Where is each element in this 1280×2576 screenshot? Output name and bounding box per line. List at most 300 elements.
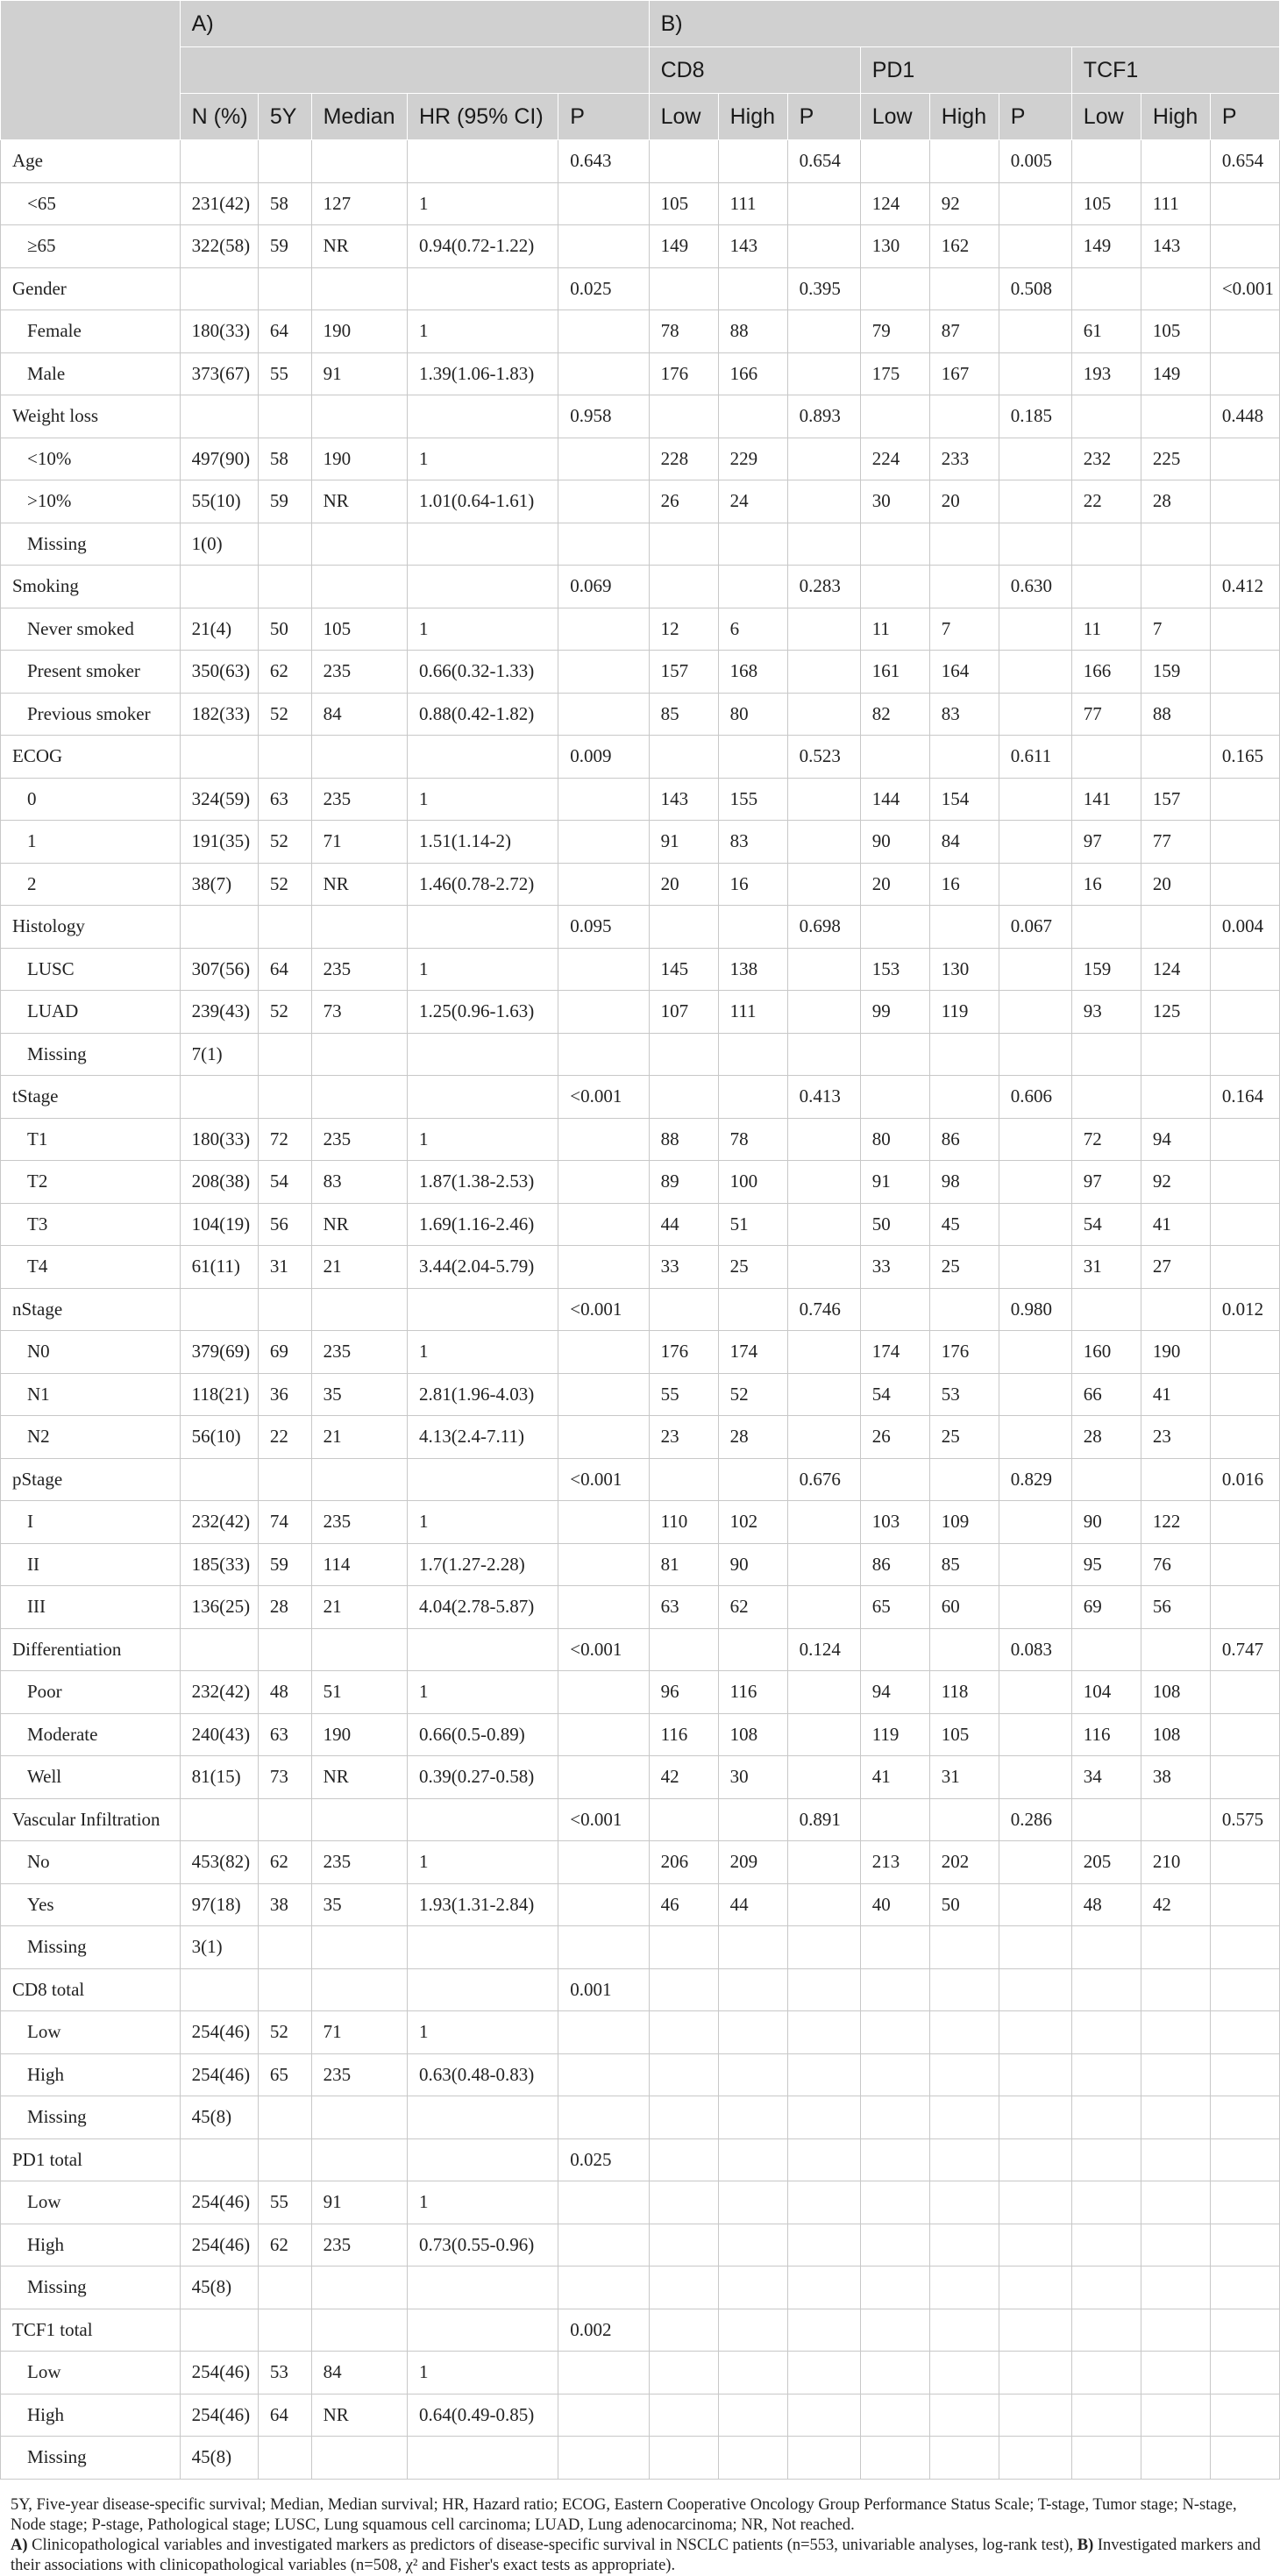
table-cell (311, 2138, 407, 2181)
table-cell: 52 (258, 2011, 311, 2054)
column-header: High (718, 94, 787, 140)
table-cell (718, 2309, 787, 2352)
table-cell: 71 (311, 821, 407, 864)
row-label: TCF1 total (1, 2309, 181, 2352)
table-cell (311, 1968, 407, 2011)
table-cell: 1 (408, 438, 558, 480)
table-row-subgroup (1, 225, 1280, 268)
table-cell (649, 1798, 718, 1841)
table-cell: 92 (1141, 1161, 1210, 1204)
marker-pd1-header: PD1 (860, 47, 1071, 94)
table-cell: 21 (311, 1586, 407, 1629)
table-row-subgroup (1, 2053, 1280, 2096)
table-row-variable (1, 140, 1280, 183)
table-cell (1210, 2011, 1279, 2054)
table-cell: 74 (258, 1501, 311, 1544)
table-row-variable (1, 2138, 1280, 2181)
table-cell: 111 (1141, 182, 1210, 225)
table-cell: 254(46) (180, 2352, 258, 2395)
table-cell (929, 566, 999, 608)
column-header: N (%) (180, 94, 258, 140)
table-cell (558, 1331, 649, 1374)
table-cell: 161 (860, 651, 929, 694)
table-cell (860, 2266, 929, 2309)
table-cell (1071, 1798, 1141, 1841)
table-cell (787, 2138, 860, 2181)
table-cell: 55 (258, 2181, 311, 2224)
table-cell (558, 1543, 649, 1586)
row-label: LUSC (1, 948, 181, 991)
table-cell: 176 (929, 1331, 999, 1374)
table-cell: 60 (929, 1586, 999, 1629)
row-label: T3 (1, 1203, 181, 1246)
table-cell: 55 (258, 352, 311, 395)
table-cell (1210, 352, 1279, 395)
table-cell (1210, 1246, 1279, 1289)
table-cell (1210, 2138, 1279, 2181)
section-descriptions-note (11, 2536, 1269, 2576)
table-cell: 254(46) (180, 2011, 258, 2054)
table-cell (1210, 2309, 1279, 2352)
table-cell (787, 2266, 860, 2309)
row-label: <10% (1, 438, 181, 480)
row-label: tStage (1, 1076, 181, 1119)
table-row-subgroup (1, 1033, 1280, 1076)
table-cell (718, 2011, 787, 2054)
table-cell: 36 (258, 1373, 311, 1416)
table-cell: 53 (258, 2352, 311, 2395)
table-cell (408, 1076, 558, 1119)
table-cell (718, 1926, 787, 1969)
table-cell: 0.891 (787, 1798, 860, 1841)
table-cell (180, 1628, 258, 1671)
table-cell: 235 (311, 778, 407, 821)
table-cell: 69 (1071, 1586, 1141, 1629)
table-cell (787, 693, 860, 736)
table-cell (408, 523, 558, 566)
table-cell (787, 182, 860, 225)
table-cell (408, 1926, 558, 1969)
table-cell: <0.001 (558, 1076, 649, 1119)
table-cell (180, 395, 258, 438)
table-cell: 12 (649, 608, 718, 651)
table-cell: 91 (311, 352, 407, 395)
table-cell (718, 1628, 787, 1671)
table-cell (558, 2224, 649, 2266)
table-cell (929, 395, 999, 438)
table-cell (929, 2352, 999, 2395)
table-cell (787, 352, 860, 395)
row-label: CD8 total (1, 1968, 181, 2011)
table-cell (929, 140, 999, 183)
table-cell (787, 438, 860, 480)
table-cell: 1(0) (180, 523, 258, 566)
table-cell (999, 1671, 1071, 1714)
table-cell (258, 906, 311, 949)
table-row-variable (1, 1288, 1280, 1331)
table-cell: 65 (258, 2053, 311, 2096)
table-cell: 453(82) (180, 1841, 258, 1884)
table-cell (180, 140, 258, 183)
table-cell (860, 1033, 929, 1076)
table-cell (180, 906, 258, 949)
table-cell (718, 2266, 787, 2309)
table-cell (558, 1161, 649, 1204)
table-cell (649, 2266, 718, 2309)
table-cell: 0.958 (558, 395, 649, 438)
table-cell: 176 (649, 352, 718, 395)
table-row-subgroup (1, 651, 1280, 694)
table-cell: 1 (408, 182, 558, 225)
table-cell (1071, 2394, 1141, 2437)
table-cell (860, 1926, 929, 1969)
table-cell: 124 (1141, 948, 1210, 991)
table-cell (1210, 310, 1279, 353)
table-cell: 0.747 (1210, 1628, 1279, 1671)
table-cell (1071, 1076, 1141, 1119)
table-cell: 0.654 (1210, 140, 1279, 183)
table-cell (180, 566, 258, 608)
table-cell (258, 2138, 311, 2181)
table-cell: 81(15) (180, 1756, 258, 1799)
table-cell (1210, 1501, 1279, 1544)
table-cell: 175 (860, 352, 929, 395)
table-cell: 174 (718, 1331, 787, 1374)
table-cell: 0.523 (787, 736, 860, 779)
table-cell (1210, 1033, 1279, 1076)
table-cell (1071, 1628, 1141, 1671)
table-cell: 232 (1071, 438, 1141, 480)
table-cell: 28 (1141, 480, 1210, 523)
table-cell: 85 (649, 693, 718, 736)
table-cell: 307(56) (180, 948, 258, 991)
table-cell: 0.746 (787, 1288, 860, 1331)
table-cell: 59 (258, 225, 311, 268)
table-cell (929, 2394, 999, 2437)
table-cell (860, 523, 929, 566)
table-cell: 11 (1071, 608, 1141, 651)
table-cell (649, 140, 718, 183)
table-cell (718, 2053, 787, 2096)
table-cell: 2.81(1.96-4.03) (408, 1373, 558, 1416)
table-cell (999, 1501, 1071, 1544)
table-cell: 45(8) (180, 2266, 258, 2309)
table-row-subgroup (1, 1416, 1280, 1459)
table-cell: NR (311, 863, 407, 906)
table-cell (1141, 736, 1210, 779)
table-cell: 1.25(0.96-1.63) (408, 991, 558, 1034)
table-cell: 0.829 (999, 1458, 1071, 1501)
table-cell (180, 267, 258, 310)
table-cell (999, 1841, 1071, 1884)
table-cell: 23 (649, 1416, 718, 1459)
table-cell (787, 1926, 860, 1969)
table-cell (649, 2394, 718, 2437)
column-header: Median (311, 94, 407, 140)
table-cell: 27 (1141, 1246, 1210, 1289)
table-cell (258, 523, 311, 566)
table-cell (258, 2266, 311, 2309)
table-cell: 208(38) (180, 1161, 258, 1204)
table-cell (258, 1288, 311, 1331)
table-cell (787, 2309, 860, 2352)
table-cell: 0.63(0.48-0.83) (408, 2053, 558, 2096)
footnote-a-text: Clinicopathological variables and investigated markers as predictors of disease-specific survival in NSCLC patients (n=553, univariable analyses, log-rank test), (27, 2536, 1077, 2554)
table-cell: 168 (718, 651, 787, 694)
table-cell: 379(69) (180, 1331, 258, 1374)
table-cell: 233 (929, 438, 999, 480)
table-cell: 62 (258, 2224, 311, 2266)
table-cell (999, 1756, 1071, 1799)
table-row-subgroup (1, 1203, 1280, 1246)
table-cell: 0.508 (999, 267, 1071, 310)
row-label: III (1, 1586, 181, 1629)
table-cell: 0.643 (558, 140, 649, 183)
table-row-subgroup (1, 1246, 1280, 1289)
table-cell: 1.69(1.16-2.46) (408, 1203, 558, 1246)
table-cell: 141 (1071, 778, 1141, 821)
table-cell (1141, 2309, 1210, 2352)
table-cell (558, 2352, 649, 2395)
row-label: N1 (1, 1373, 181, 1416)
row-label: T2 (1, 1161, 181, 1204)
table-cell (999, 821, 1071, 864)
table-cell (787, 2394, 860, 2437)
table-cell (787, 523, 860, 566)
table-cell: NR (311, 2394, 407, 2437)
table-cell (408, 1033, 558, 1076)
table-cell (1210, 1713, 1279, 1756)
table-cell: 1.51(1.14-2) (408, 821, 558, 864)
table-cell (1141, 2266, 1210, 2309)
table-cell (929, 2053, 999, 2096)
table-cell: 46 (649, 1883, 718, 1926)
table-cell (929, 906, 999, 949)
table-cell (1210, 182, 1279, 225)
table-cell (718, 2437, 787, 2480)
table-cell: 89 (649, 1161, 718, 1204)
table-cell: 235 (311, 2053, 407, 2096)
table-cell (649, 1033, 718, 1076)
table-cell (1141, 2394, 1210, 2437)
table-cell (408, 2309, 558, 2352)
table-cell (860, 2011, 929, 2054)
header-corner (1, 1, 181, 140)
table-cell: 42 (649, 1756, 718, 1799)
table-cell: 35 (311, 1883, 407, 1926)
table-cell: 83 (311, 1161, 407, 1204)
table-row-subgroup (1, 693, 1280, 736)
table-row-subgroup (1, 2096, 1280, 2139)
table-cell: 25 (929, 1246, 999, 1289)
table-row-subgroup (1, 1713, 1280, 1756)
table-cell (558, 991, 649, 1034)
table-cell (311, 395, 407, 438)
column-header: Low (860, 94, 929, 140)
table-cell: 0.893 (787, 395, 860, 438)
table-row-subgroup (1, 948, 1280, 991)
table-cell (649, 2181, 718, 2224)
table-cell: 59 (258, 480, 311, 523)
table-cell (1210, 2181, 1279, 2224)
table-cell (929, 736, 999, 779)
table-cell: 84 (311, 2352, 407, 2395)
table-cell: 52 (718, 1373, 787, 1416)
table-cell: 190 (311, 1713, 407, 1756)
table-cell (1071, 523, 1141, 566)
table-cell: 11 (860, 608, 929, 651)
table-cell (860, 736, 929, 779)
table-cell (1210, 1841, 1279, 1884)
table-cell (311, 1288, 407, 1331)
table-cell (311, 1628, 407, 1671)
table-cell (860, 1628, 929, 1671)
table-cell: 157 (1141, 778, 1210, 821)
table-cell: 94 (1141, 1118, 1210, 1161)
table-cell: 235 (311, 2224, 407, 2266)
table-cell (649, 2053, 718, 2096)
table-cell (1141, 2181, 1210, 2224)
table-cell: 91 (311, 2181, 407, 2224)
table-cell (1071, 1968, 1141, 2011)
table-cell (558, 1713, 649, 1756)
table-cell (787, 1543, 860, 1586)
table-cell (649, 267, 718, 310)
table-row-subgroup (1, 2181, 1280, 2224)
table-cell (558, 2394, 649, 2437)
row-label: nStage (1, 1288, 181, 1331)
table-cell (929, 2096, 999, 2139)
table-cell: 50 (860, 1203, 929, 1246)
row-label: I (1, 1501, 181, 1544)
table-cell (258, 2096, 311, 2139)
table-cell (1071, 2053, 1141, 2096)
table-cell: 254(46) (180, 2224, 258, 2266)
table-cell (999, 651, 1071, 694)
row-label: Missing (1, 2437, 181, 2480)
table-cell (860, 267, 929, 310)
table-cell (929, 2266, 999, 2309)
row-label: T4 (1, 1246, 181, 1289)
table-cell: 1 (408, 1501, 558, 1544)
row-label: T1 (1, 1118, 181, 1161)
table-cell (999, 1203, 1071, 1246)
table-cell (787, 1586, 860, 1629)
table-cell: 45(8) (180, 2437, 258, 2480)
table-cell (1210, 1331, 1279, 1374)
table-cell (180, 1288, 258, 1331)
table-cell: 0.016 (1210, 1458, 1279, 1501)
table-cell (1210, 863, 1279, 906)
table-cell: 61 (1071, 310, 1141, 353)
section-a-label: A) (180, 1, 649, 47)
table-cell: 52 (258, 991, 311, 1034)
table-cell (929, 2181, 999, 2224)
table-cell (787, 2181, 860, 2224)
table-cell: NR (311, 225, 407, 268)
table-cell (258, 1458, 311, 1501)
row-label: Weight loss (1, 395, 181, 438)
table-row-subgroup (1, 1926, 1280, 1969)
table-cell (311, 2096, 407, 2139)
table-cell (1210, 1883, 1279, 1926)
table-cell (999, 2352, 1071, 2395)
table-cell: 96 (649, 1671, 718, 1714)
table-cell: 0.005 (999, 140, 1071, 183)
column-header: 5Y (258, 94, 311, 140)
table-cell: 30 (718, 1756, 787, 1799)
table-cell (558, 1883, 649, 1926)
table-cell: <0.001 (558, 1288, 649, 1331)
table-cell (999, 1968, 1071, 2011)
table-cell (649, 1968, 718, 2011)
table-cell (718, 2224, 787, 2266)
table-cell (787, 863, 860, 906)
table-cell: 105 (1141, 310, 1210, 353)
table-cell (1071, 2096, 1141, 2139)
table-cell: 51 (718, 1203, 787, 1246)
table-cell: 58 (258, 182, 311, 225)
table-cell: 155 (718, 778, 787, 821)
table-cell: 63 (649, 1586, 718, 1629)
table-cell: 191(35) (180, 821, 258, 864)
table-cell: 1.46(0.78-2.72) (408, 863, 558, 906)
table-cell (999, 1586, 1071, 1629)
table-cell: 124 (860, 182, 929, 225)
table-cell: 119 (860, 1713, 929, 1756)
table-cell (1210, 480, 1279, 523)
table-cell (558, 651, 649, 694)
table-cell: NR (311, 1756, 407, 1799)
row-label: Missing (1, 523, 181, 566)
table-cell (649, 1628, 718, 1671)
row-label: Gender (1, 267, 181, 310)
table-cell (408, 1968, 558, 2011)
table-cell: 50 (929, 1883, 999, 1926)
table-cell (408, 2138, 558, 2181)
table-cell (999, 2053, 1071, 2096)
table-cell: 64 (258, 2394, 311, 2437)
table-cell: 33 (860, 1246, 929, 1289)
table-cell (787, 1118, 860, 1161)
table-cell: 350(63) (180, 651, 258, 694)
table-cell (558, 778, 649, 821)
table-cell (1071, 395, 1141, 438)
table-row-subgroup (1, 821, 1280, 864)
table-cell: 190 (1141, 1331, 1210, 1374)
table-cell: 20 (860, 863, 929, 906)
table-cell (999, 991, 1071, 1034)
table-cell: 62 (258, 1841, 311, 1884)
table-cell: 23 (1141, 1416, 1210, 1459)
table-cell (999, 1926, 1071, 1969)
table-cell (999, 608, 1071, 651)
table-cell (999, 1246, 1071, 1289)
table-cell (558, 480, 649, 523)
table-cell: 0.630 (999, 566, 1071, 608)
row-label: High (1, 2394, 181, 2437)
table-cell: 94 (860, 1671, 929, 1714)
column-label-row (1, 94, 1280, 140)
table-cell: 38 (1141, 1756, 1210, 1799)
table-cell (929, 1033, 999, 1076)
table-cell: 1 (408, 778, 558, 821)
table-cell: 0.698 (787, 906, 860, 949)
table-cell (180, 2138, 258, 2181)
table-cell: 324(59) (180, 778, 258, 821)
table-cell: 0.083 (999, 1628, 1071, 1671)
table-cell: 1 (408, 1118, 558, 1161)
